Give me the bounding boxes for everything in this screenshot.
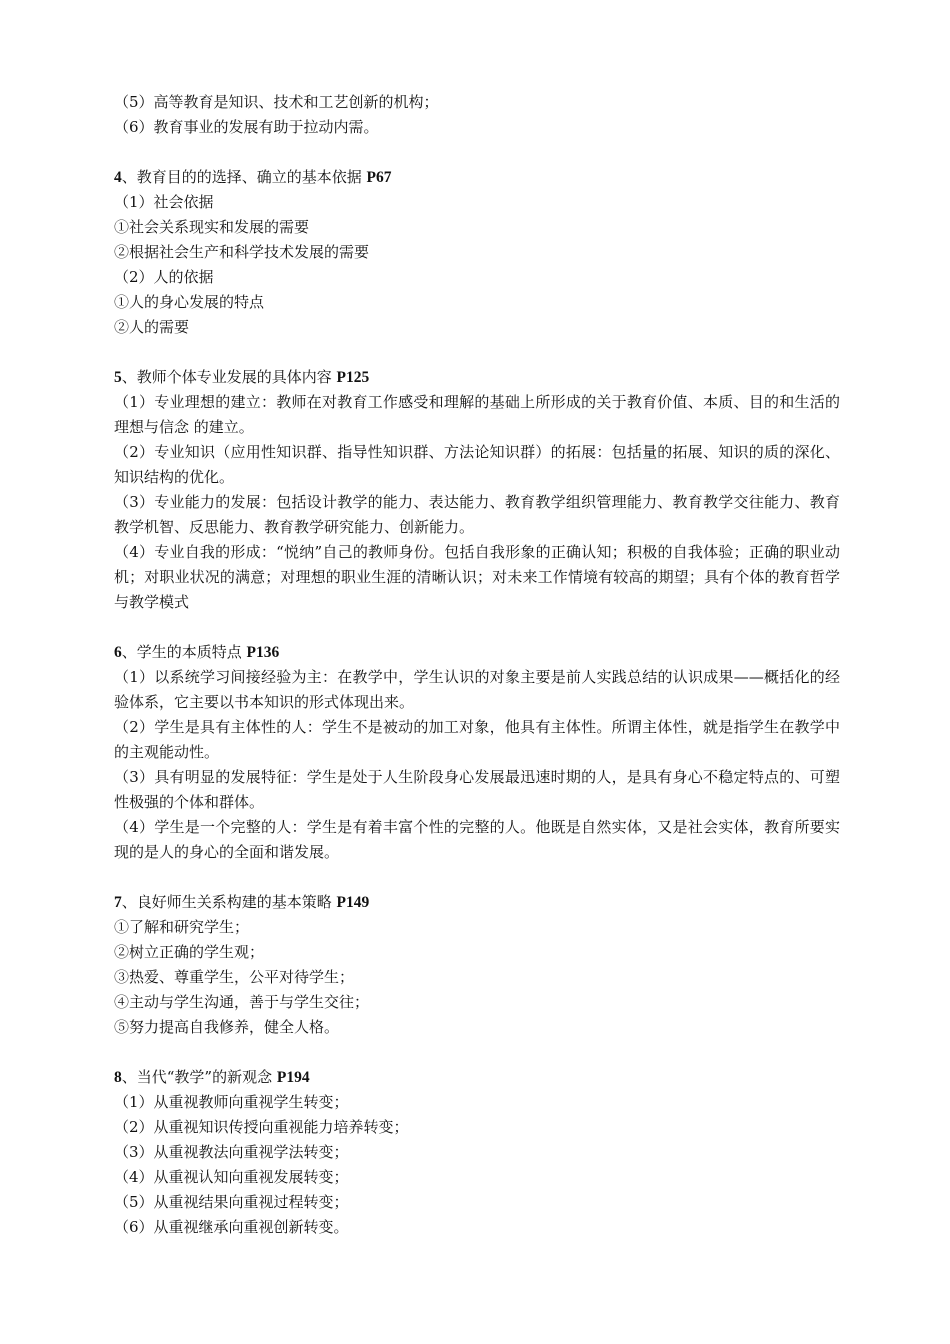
section-5-para-2: （2）专业知识（应用性知识群、指导性知识群、方法论知识群）的拓展：包括量的拓展、知识的质的深化、知识结构的优化。: [114, 443, 840, 486]
section-5-para-4: （4）专业自我的形成：“悦纳”自己的教师身份。包括自我形象的正确认知；积极的自我体验；正确的职业动机；对职业状况的满意；对理想的职业生涯的清晰认识；对未来工作情境有较高的期望；具有个体的教育哲学与教学模式: [114, 543, 840, 611]
blank-line: [114, 615, 840, 640]
section-5-number: 5: [114, 369, 122, 386]
section-6-para-1: （1）以系统学习间接经验为主：在教学中，学生认识的对象主要是前人实践总结的认识成果——概括化的经验体系，它主要以书本知识的形式体现出来。: [114, 668, 840, 711]
section-8-line-6: （6）从重视继承向重视创新转变。: [114, 1218, 349, 1236]
section-4-line-3: ②根据社会生产和科学技术发展的需要: [114, 243, 370, 261]
section-4-number: 4: [114, 169, 122, 186]
section-4-line-2: ①社会关系现实和发展的需要: [114, 218, 310, 236]
section-5-page-ref: P125: [336, 369, 370, 386]
section-4-line-1: （1）社会依据: [114, 193, 214, 211]
section-8-heading: [114, 1065, 840, 1090]
blank-line: [114, 340, 840, 365]
blank-line: [114, 140, 840, 165]
section-4-line-4: （2）人的依据: [114, 268, 214, 286]
section-8-page-ref: P194: [276, 1069, 310, 1086]
section-5-para-3: （3）专业能力的发展：包括设计教学的能力、表达能力、教育教学组织管理能力、教育教学交往能力、教育教学机智、反思能力、教育教学研究能力、创新能力。: [114, 493, 840, 536]
section-8-line-4: （4）从重视认知向重视发展转变；: [114, 1168, 349, 1186]
section-6-title: 、学生的本质特点: [121, 643, 247, 661]
section-6-para-2: （2）学生是具有主体性的人：学生不是被动的加工对象，他具有主体性。所谓主体性，就是指学生在教学中的主观能动性。: [114, 718, 840, 761]
section-8-line-3: （3）从重视教法向重视学法转变；: [114, 1143, 349, 1161]
section-7-line-1: ①了解和研究学生；: [114, 918, 250, 936]
section-4-line-5: ①人的身心发展的特点: [114, 293, 265, 311]
section-8-number: 8: [114, 1069, 122, 1086]
section-5-para-1: （1）专业理想的建立：教师在对教育工作感受和理解的基础上所形成的关于教育价值、本质、目的和生活的理想与信念 的建立。: [114, 393, 840, 436]
section-7-page-ref: P149: [336, 894, 370, 911]
section-7-line-4: ④主动与学生沟通，善于与学生交往；: [114, 993, 370, 1011]
section-4-line-6: ②人的需要: [114, 318, 190, 336]
section-8-line-1: （1）从重视教师向重视学生转变；: [114, 1093, 349, 1111]
section-6-page-ref: P136: [246, 644, 280, 661]
document-page: [114, 90, 840, 1240]
section-4-page-ref: P67: [366, 169, 392, 186]
intro-item-6: （6）教育事业的发展有助于拉动内需。: [114, 118, 379, 136]
section-7-heading: [114, 890, 840, 915]
section-7-line-2: ②树立正确的学生观；: [114, 943, 265, 961]
intro-item-5: （5）高等教育是知识、技术和工艺创新的机构；: [114, 93, 439, 111]
section-7-title: 、良好师生关系构建的基本策略: [121, 893, 337, 911]
blank-line: [114, 1040, 840, 1065]
section-7-line-3: ③热爱、尊重学生，公平对待学生；: [114, 968, 355, 986]
section-8-title: 、当代“教学”的新观念: [121, 1068, 277, 1086]
section-4-title: 、教育目的的选择、确立的基本依据: [121, 168, 367, 186]
section-8-line-5: （5）从重视结果向重视过程转变；: [114, 1193, 349, 1211]
section-8-line-2: （2）从重视知识传授向重视能力培养转变；: [114, 1118, 409, 1136]
section-7-line-5: ⑤努力提高自我修养，健全人格。: [114, 1018, 340, 1036]
section-7-number: 7: [114, 894, 122, 911]
section-4-heading: [114, 165, 840, 190]
blank-line: [114, 865, 840, 890]
section-6-para-3: （3）具有明显的发展特征：学生是处于人生阶段身心发展最迅速时期的人，是具有身心不稳定特点的、可塑性极强的个体和群体。: [114, 768, 840, 811]
section-6-number: 6: [114, 644, 122, 661]
section-5-heading: [114, 365, 840, 390]
section-6-para-4: （4）学生是一个完整的人：学生是有着丰富个性的完整的人。他既是自然实体，又是社会实体，教育所要实现的是人的身心的全面和谐发展。: [114, 818, 840, 861]
section-6-heading: [114, 640, 840, 665]
section-5-title: 、教师个体专业发展的具体内容: [121, 368, 337, 386]
